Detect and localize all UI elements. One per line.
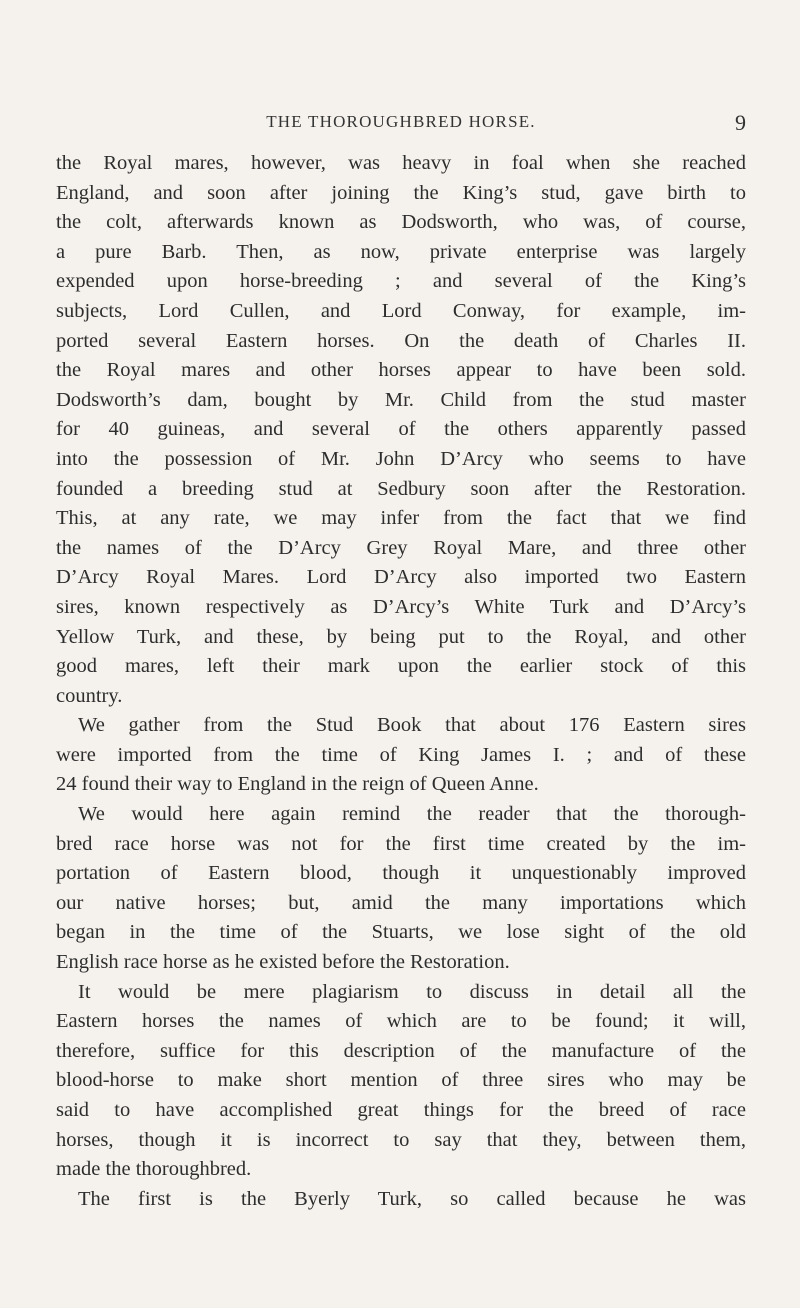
text-line: D’Arcy Royal Mares. Lord D’Arcy also imported two Eastern [56, 566, 746, 589]
text-line: the Royal mares and other horses appear to have been sold. [56, 359, 746, 382]
text-line: a pure Barb. Then, as now, private enterprise was largely [56, 240, 746, 263]
text-line: We would here again remind the reader that the thorough- [78, 803, 746, 826]
text-line: founded a breeding stud at Sedbury soon after the Restoration. [56, 477, 746, 500]
text-line: Yellow Turk, and these, by being put to the Royal, and other [56, 625, 746, 648]
text-line: sires, known respectively as D’Arcy’s White Turk and D’Arcy’s [56, 595, 746, 618]
text-line: expended upon horse-breeding ; and several of the King’s [56, 270, 746, 293]
text-line: It would be mere plagiarism to discuss in detail all the [78, 980, 746, 1003]
text-line: England, and soon after joining the King’s stud, gave birth to [56, 181, 746, 204]
text-line: ported several Eastern horses. On the death of Charles II. [56, 329, 746, 352]
text-line: This, at any rate, we may infer from the fact that we find [56, 507, 746, 530]
text-line: portation of Eastern blood, though it unquestionably improved [56, 862, 746, 885]
text-line: horses, though it is incorrect to say that they, between them, [56, 1128, 746, 1151]
text-line: made the thoroughbred. [56, 1158, 252, 1181]
text-line: good mares, left their mark upon the earlier stock of this [56, 655, 746, 678]
text-line: the colt, afterwards known as Dodsworth, who was, of course, [56, 211, 746, 234]
text-line: blood-horse to make short mention of three sires who may be [56, 1069, 746, 1092]
text-line: 24 found their way to England in the reign of Queen Anne. [56, 773, 539, 796]
text-line: the Royal mares, however, was heavy in foal when she reached [56, 152, 746, 174]
text-line: for 40 guineas, and several of the others apparently passed [56, 418, 746, 441]
text-line: therefore, suffice for this description of the manufacture of the [56, 1039, 746, 1062]
text-line: our native horses; but, amid the many importations which [56, 891, 746, 914]
text-line: country. [56, 684, 123, 707]
text-line: Dodsworth’s dam, bought by Mr. Child from the stud master [56, 388, 746, 411]
text-line: said to have accomplished great things for the breed of race [56, 1099, 746, 1121]
running-title: THE THOROUGHBRED HORSE. [266, 112, 536, 131]
text-line: English race horse as he existed before the Restoration. [56, 951, 510, 974]
running-head [56, 112, 746, 138]
text-line: were imported from the time of King James I. ; and of these [56, 743, 746, 766]
text-line: the names of the D’Arcy Grey Royal Mare, and three other [56, 536, 746, 559]
text-line: bred race horse was not for the first time created by the im- [56, 832, 746, 855]
page-number: 9 [735, 110, 746, 135]
text-line: subjects, Lord Cullen, and Lord Conway, for example, im- [56, 299, 746, 322]
text-line: into the possession of Mr. John D’Arcy who seems to have [56, 447, 746, 470]
text-line: Eastern horses the names of which are to be found; it will, [56, 1010, 746, 1033]
text-line: began in the time of the Stuarts, we lose sight of the old [56, 921, 746, 944]
body-text [56, 149, 746, 1214]
text-line: We gather from the Stud Book that about 176 Eastern sires [78, 714, 746, 737]
text-line: The first is the Byerly Turk, so called because he was [78, 1187, 746, 1210]
